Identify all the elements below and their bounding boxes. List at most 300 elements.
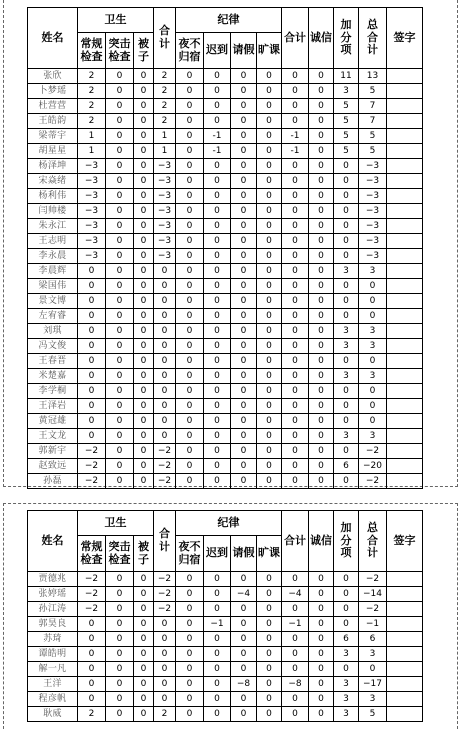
cell-absent: 0 [257, 384, 282, 399]
header-sign: 签字 [387, 8, 423, 69]
cell-subtotal2: 0 [282, 647, 309, 662]
cell-quilt: 0 [134, 647, 154, 662]
cell-night-out: 0 [176, 632, 204, 647]
cell-name: 闫帅楼 [28, 204, 78, 219]
cell-sign [387, 309, 423, 324]
cell-routine-check: −3 [78, 234, 106, 249]
cell-spot-check: 0 [106, 204, 134, 219]
cell-name: 刘琪 [28, 324, 78, 339]
cell-total: 0 [359, 279, 387, 294]
cell-total: 13 [359, 69, 387, 84]
cell-sign [387, 339, 423, 354]
cell-late: 0 [204, 474, 231, 489]
cell-night-out: 0 [176, 677, 204, 692]
cell-absent: 0 [257, 414, 282, 429]
header-integrity: 诚信 [309, 511, 334, 572]
cell-integrity: 0 [309, 632, 334, 647]
cell-total: 3 [359, 647, 387, 662]
cell-late: 0 [204, 294, 231, 309]
cell-total: −2 [359, 444, 387, 459]
cell-quilt: 0 [134, 459, 154, 474]
cell-routine-check: 2 [78, 114, 106, 129]
cell-total: 7 [359, 114, 387, 129]
table-row [28, 354, 423, 369]
header-sign: 签字 [387, 511, 423, 572]
cell-name: 李学桐 [28, 384, 78, 399]
score-table-1 [27, 7, 423, 489]
cell-sign [387, 662, 423, 677]
table-row [28, 617, 423, 632]
cell-late: 0 [204, 339, 231, 354]
cell-integrity: 0 [309, 444, 334, 459]
table-row [28, 602, 423, 617]
sheet-2 [0, 503, 461, 729]
cell-bonus: 0 [334, 189, 359, 204]
cell-name: 王皓韵 [28, 114, 78, 129]
cell-name: 贾德兆 [28, 572, 78, 587]
cell-name: 张婷瑶 [28, 587, 78, 602]
cell-bonus: 3 [334, 647, 359, 662]
cell-name: 米楚嘉 [28, 369, 78, 384]
cell-leave: 0 [231, 369, 257, 384]
cell-late: 0 [204, 99, 231, 114]
cell-routine-check: 0 [78, 369, 106, 384]
cell-leave: −4 [231, 587, 257, 602]
cell-late: 0 [204, 707, 231, 722]
header-late: 迟到 [204, 536, 231, 572]
cell-name: 耿威 [28, 707, 78, 722]
cell-absent: 0 [257, 249, 282, 264]
table-row [28, 632, 423, 647]
cell-total: −2 [359, 572, 387, 587]
cell-integrity: 0 [309, 707, 334, 722]
cell-routine-check: 0 [78, 264, 106, 279]
cell-sign [387, 204, 423, 219]
cell-absent: 0 [257, 234, 282, 249]
header-spot-check: 突击检查 [106, 33, 134, 69]
cell-leave: 0 [231, 114, 257, 129]
cell-absent: 0 [257, 602, 282, 617]
cell-sign [387, 189, 423, 204]
cell-bonus: 0 [334, 384, 359, 399]
score-table-2 [27, 510, 423, 722]
score-table-2-body [28, 572, 423, 722]
cell-leave: 0 [231, 414, 257, 429]
cell-sign [387, 692, 423, 707]
cell-routine-check: −3 [78, 189, 106, 204]
cell-subtotal: −3 [154, 174, 176, 189]
cell-leave: 0 [231, 219, 257, 234]
header-discipline: 纪律 [176, 511, 282, 536]
cell-spot-check: 0 [106, 429, 134, 444]
cell-subtotal2: 0 [282, 354, 309, 369]
cell-integrity: 0 [309, 662, 334, 677]
cell-subtotal: 0 [154, 677, 176, 692]
cell-routine-check: −2 [78, 474, 106, 489]
cell-spot-check: 0 [106, 384, 134, 399]
cell-leave: 0 [231, 444, 257, 459]
cell-leave: 0 [231, 204, 257, 219]
cell-subtotal2: 0 [282, 339, 309, 354]
cell-quilt: 0 [134, 234, 154, 249]
cell-routine-check: 0 [78, 617, 106, 632]
cell-name: 程彦帆 [28, 692, 78, 707]
cell-integrity: 0 [309, 294, 334, 309]
cell-bonus: 0 [334, 354, 359, 369]
cell-subtotal2: 0 [282, 429, 309, 444]
cell-sign [387, 294, 423, 309]
cell-name: 王文龙 [28, 429, 78, 444]
cell-total: 5 [359, 707, 387, 722]
cell-integrity: 0 [309, 354, 334, 369]
cell-bonus: 0 [334, 159, 359, 174]
cell-subtotal: 0 [154, 369, 176, 384]
cell-name: 冯文俊 [28, 339, 78, 354]
cell-subtotal: −3 [154, 159, 176, 174]
page-border-top [3, 503, 458, 504]
cell-routine-check: −2 [78, 444, 106, 459]
cell-bonus: 0 [334, 474, 359, 489]
cell-absent: 0 [257, 677, 282, 692]
cell-bonus: 3 [334, 264, 359, 279]
cell-bonus: 0 [334, 617, 359, 632]
cell-routine-check: 0 [78, 309, 106, 324]
cell-bonus: 3 [334, 339, 359, 354]
cell-name: 杜营营 [28, 99, 78, 114]
cell-routine-check: 2 [78, 84, 106, 99]
cell-name: 卜梦瑶 [28, 84, 78, 99]
cell-integrity: 0 [309, 144, 334, 159]
cell-integrity: 0 [309, 602, 334, 617]
table-row [28, 384, 423, 399]
cell-sign [387, 174, 423, 189]
cell-subtotal: 0 [154, 354, 176, 369]
cell-subtotal: 0 [154, 384, 176, 399]
cell-total: −17 [359, 677, 387, 692]
page-border-left [3, 503, 4, 729]
cell-absent: 0 [257, 474, 282, 489]
cell-quilt: 0 [134, 399, 154, 414]
table-row [28, 662, 423, 677]
cell-absent: 0 [257, 429, 282, 444]
cell-total: 3 [359, 324, 387, 339]
cell-sign [387, 632, 423, 647]
table-row [28, 294, 423, 309]
cell-sign [387, 399, 423, 414]
cell-name: 王泽岩 [28, 399, 78, 414]
cell-bonus: 6 [334, 459, 359, 474]
cell-leave: 0 [231, 174, 257, 189]
table-row [28, 647, 423, 662]
cell-leave: 0 [231, 189, 257, 204]
cell-name: 梁国伟 [28, 279, 78, 294]
cell-subtotal2: 0 [282, 204, 309, 219]
cell-quilt: 0 [134, 309, 154, 324]
cell-quilt: 0 [134, 707, 154, 722]
cell-integrity: 0 [309, 174, 334, 189]
cell-subtotal2: 0 [282, 249, 309, 264]
cell-night-out: 0 [176, 339, 204, 354]
cell-night-out: 0 [176, 279, 204, 294]
cell-bonus: 0 [334, 174, 359, 189]
cell-absent: 0 [257, 294, 282, 309]
cell-sign [387, 249, 423, 264]
cell-total: −20 [359, 459, 387, 474]
table-row [28, 84, 423, 99]
cell-bonus: 0 [334, 219, 359, 234]
cell-total: −2 [359, 602, 387, 617]
cell-leave: 0 [231, 617, 257, 632]
cell-total: 3 [359, 692, 387, 707]
cell-name: 杨泽坤 [28, 159, 78, 174]
cell-night-out: 0 [176, 249, 204, 264]
cell-absent: 0 [257, 114, 282, 129]
cell-night-out: 0 [176, 69, 204, 84]
cell-absent: 0 [257, 144, 282, 159]
cell-sign [387, 279, 423, 294]
cell-night-out: 0 [176, 234, 204, 249]
cell-bonus: 0 [334, 249, 359, 264]
cell-total: −3 [359, 189, 387, 204]
cell-night-out: 0 [176, 647, 204, 662]
cell-subtotal2: 0 [282, 602, 309, 617]
cell-subtotal: 2 [154, 69, 176, 84]
cell-leave: 0 [231, 474, 257, 489]
cell-spot-check: 0 [106, 159, 134, 174]
cell-bonus: 3 [334, 692, 359, 707]
cell-bonus: 0 [334, 602, 359, 617]
cell-name: 张欣 [28, 69, 78, 84]
cell-subtotal: −3 [154, 219, 176, 234]
cell-routine-check: 0 [78, 429, 106, 444]
cell-quilt: 0 [134, 444, 154, 459]
cell-subtotal: 0 [154, 264, 176, 279]
cell-subtotal2: 0 [282, 159, 309, 174]
cell-late: 0 [204, 369, 231, 384]
cell-routine-check: 0 [78, 414, 106, 429]
cell-spot-check: 0 [106, 264, 134, 279]
table-row [28, 444, 423, 459]
cell-total: 0 [359, 294, 387, 309]
cell-absent: 0 [257, 264, 282, 279]
header-quilt: 被子 [134, 33, 154, 69]
cell-late: 0 [204, 204, 231, 219]
cell-subtotal2: 0 [282, 572, 309, 587]
cell-spot-check: 0 [106, 632, 134, 647]
cell-leave: 0 [231, 339, 257, 354]
cell-late: 0 [204, 399, 231, 414]
cell-night-out: 0 [176, 189, 204, 204]
cell-spot-check: 0 [106, 572, 134, 587]
cell-subtotal2: 0 [282, 384, 309, 399]
cell-quilt: 0 [134, 677, 154, 692]
cell-night-out: 0 [176, 129, 204, 144]
cell-night-out: 0 [176, 602, 204, 617]
cell-absent: 0 [257, 324, 282, 339]
cell-late: 0 [204, 324, 231, 339]
cell-integrity: 0 [309, 429, 334, 444]
cell-absent: 0 [257, 369, 282, 384]
score-table-1-body [28, 69, 423, 489]
cell-routine-check: 0 [78, 294, 106, 309]
cell-sign [387, 647, 423, 662]
cell-bonus: 0 [334, 399, 359, 414]
cell-integrity: 0 [309, 587, 334, 602]
cell-name: 苏琦 [28, 632, 78, 647]
cell-total: 0 [359, 399, 387, 414]
cell-night-out: 0 [176, 617, 204, 632]
cell-quilt: 0 [134, 84, 154, 99]
table-row [28, 264, 423, 279]
cell-bonus: 0 [334, 204, 359, 219]
cell-subtotal: 0 [154, 399, 176, 414]
cell-absent: 0 [257, 69, 282, 84]
cell-night-out: 0 [176, 444, 204, 459]
cell-absent: 0 [257, 279, 282, 294]
cell-late: 0 [204, 189, 231, 204]
cell-total: 5 [359, 84, 387, 99]
cell-quilt: 0 [134, 99, 154, 114]
cell-subtotal2: 0 [282, 692, 309, 707]
cell-name: 王志明 [28, 234, 78, 249]
cell-late: −1 [204, 617, 231, 632]
header-total: 总合计 [359, 8, 387, 69]
cell-quilt: 0 [134, 144, 154, 159]
cell-routine-check: 1 [78, 129, 106, 144]
cell-absent: 0 [257, 354, 282, 369]
table-row [28, 129, 423, 144]
cell-integrity: 0 [309, 114, 334, 129]
cell-subtotal: 0 [154, 647, 176, 662]
cell-subtotal: −3 [154, 189, 176, 204]
cell-subtotal: 2 [154, 84, 176, 99]
cell-night-out: 0 [176, 429, 204, 444]
cell-late: 0 [204, 692, 231, 707]
cell-routine-check: 0 [78, 677, 106, 692]
cell-night-out: 0 [176, 414, 204, 429]
table-row [28, 99, 423, 114]
header-discipline: 纪律 [176, 8, 282, 33]
cell-integrity: 0 [309, 84, 334, 99]
table-row [28, 369, 423, 384]
cell-total: 0 [359, 414, 387, 429]
cell-sign [387, 129, 423, 144]
table-row [28, 474, 423, 489]
cell-integrity: 0 [309, 159, 334, 174]
cell-subtotal2: 0 [282, 414, 309, 429]
cell-name: 宋焱绪 [28, 174, 78, 189]
cell-routine-check: 2 [78, 99, 106, 114]
cell-total: 0 [359, 309, 387, 324]
cell-subtotal: 2 [154, 114, 176, 129]
cell-leave: 0 [231, 159, 257, 174]
cell-sign [387, 677, 423, 692]
cell-bonus: 3 [334, 324, 359, 339]
cell-quilt: 0 [134, 189, 154, 204]
cell-bonus: 0 [334, 294, 359, 309]
cell-leave: 0 [231, 399, 257, 414]
cell-late: 0 [204, 459, 231, 474]
cell-total: 0 [359, 384, 387, 399]
cell-name: 赵致远 [28, 459, 78, 474]
cell-total: 3 [359, 429, 387, 444]
cell-quilt: 0 [134, 264, 154, 279]
cell-subtotal2: 0 [282, 324, 309, 339]
cell-quilt: 0 [134, 474, 154, 489]
cell-subtotal: 2 [154, 707, 176, 722]
cell-late: 0 [204, 114, 231, 129]
header-leave: 请假 [231, 536, 257, 572]
cell-name: 黄冠雄 [28, 414, 78, 429]
table-row [28, 249, 423, 264]
cell-bonus: 5 [334, 114, 359, 129]
cell-subtotal2: 0 [282, 399, 309, 414]
cell-quilt: 0 [134, 204, 154, 219]
cell-routine-check: −3 [78, 204, 106, 219]
cell-total: 0 [359, 662, 387, 677]
cell-leave: 0 [231, 692, 257, 707]
cell-integrity: 0 [309, 339, 334, 354]
cell-integrity: 0 [309, 399, 334, 414]
cell-subtotal: 0 [154, 279, 176, 294]
cell-late: 0 [204, 249, 231, 264]
cell-absent: 0 [257, 129, 282, 144]
cell-integrity: 0 [309, 692, 334, 707]
cell-bonus: 5 [334, 144, 359, 159]
cell-subtotal2: -1 [282, 144, 309, 159]
cell-night-out: 0 [176, 572, 204, 587]
cell-sign [387, 354, 423, 369]
cell-subtotal2: 0 [282, 84, 309, 99]
cell-spot-check: 0 [106, 69, 134, 84]
header-late: 迟到 [204, 33, 231, 69]
header-subtotal2: 合计 [282, 511, 309, 572]
cell-integrity: 0 [309, 99, 334, 114]
cell-quilt: 0 [134, 632, 154, 647]
header-absent: 旷课 [257, 33, 282, 69]
cell-total: 3 [359, 264, 387, 279]
cell-quilt: 0 [134, 324, 154, 339]
cell-spot-check: 0 [106, 279, 134, 294]
cell-absent: 0 [257, 617, 282, 632]
cell-quilt: 0 [134, 587, 154, 602]
header-subtotal: 合计 [154, 511, 176, 572]
cell-sign [387, 384, 423, 399]
header-total: 总合计 [359, 511, 387, 572]
cell-late: 0 [204, 354, 231, 369]
cell-routine-check: 0 [78, 399, 106, 414]
cell-quilt: 0 [134, 617, 154, 632]
cell-absent: 0 [257, 692, 282, 707]
header-hygiene: 卫生 [78, 8, 154, 33]
cell-total: −1 [359, 617, 387, 632]
header-leave: 请假 [231, 33, 257, 69]
cell-sign [387, 707, 423, 722]
cell-subtotal2: 0 [282, 662, 309, 677]
cell-integrity: 0 [309, 249, 334, 264]
cell-leave: 0 [231, 69, 257, 84]
cell-absent: 0 [257, 399, 282, 414]
cell-name: 景文博 [28, 294, 78, 309]
cell-leave: 0 [231, 84, 257, 99]
page-border-left [3, 0, 4, 487]
cell-total: −3 [359, 204, 387, 219]
cell-routine-check: −2 [78, 459, 106, 474]
cell-sign [387, 324, 423, 339]
cell-sign [387, 234, 423, 249]
cell-subtotal2: 0 [282, 632, 309, 647]
cell-spot-check: 0 [106, 324, 134, 339]
